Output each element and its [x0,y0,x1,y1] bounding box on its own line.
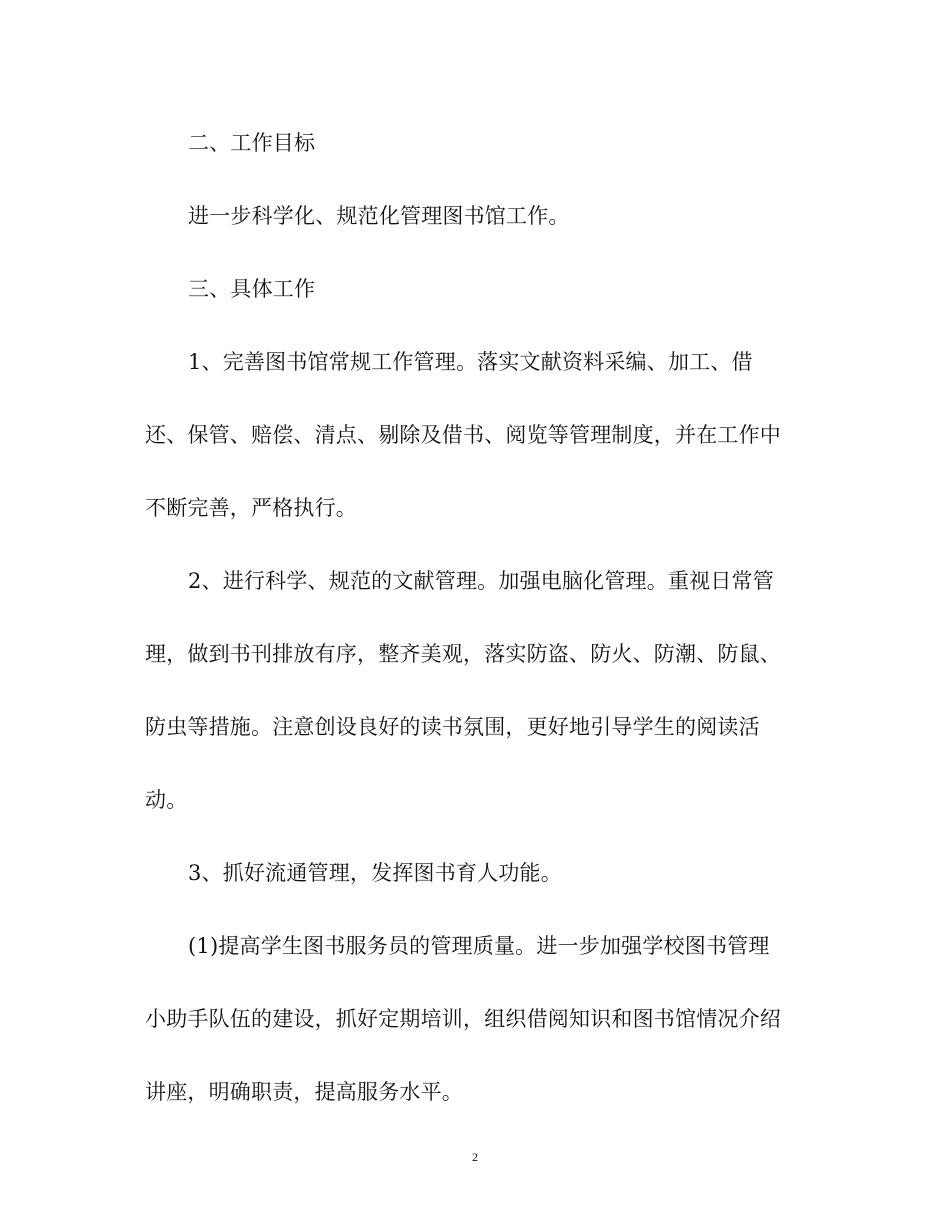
item3-line: 3、抓好流通管理，发挥图书育人功能。 [188,861,562,885]
item1-line-3: 不断完善，严格执行。 [145,496,357,520]
item2-line-4: 动。 [145,788,188,812]
goal-paragraph: 进一步科学化、规范化管理图书馆工作。 [188,204,570,228]
item2-line-2: 理，做到书刊排放有序，整齐美观，落实防盗、防火、防潮、防鼠、 [145,642,781,666]
item2-line-1: 2、进行科学、规范的文献管理。加强电脑化管理。重视日常管 [188,569,774,593]
item3-sub1-line-2: 小助手队伍的建设，抓好定期培训，组织借阅知识和图书馆情况介绍 [145,1007,781,1031]
item1-line-1: 1、完善图书馆常规工作管理。落实文献资料采编、加工、借 [188,350,753,374]
item1-line-2: 还、保管、赔偿、清点、剔除及借书、阅览等管理制度，并在工作中 [145,423,781,447]
item3-sub1-line-1: (1)提高学生图书服务员的管理质量。进一步加强学校图书管理 [188,934,770,958]
item3-sub1-line-3: 讲座，明确职责，提高服务水平。 [145,1080,463,1104]
section-heading-goal: 二、工作目标 [188,131,316,155]
page-number: 2 [472,1150,478,1164]
section-heading-tasks: 三、具体工作 [188,277,316,301]
item2-line-3: 防虫等措施。注意创设良好的读书氛围，更好地引导学生的阅读活 [145,715,760,739]
